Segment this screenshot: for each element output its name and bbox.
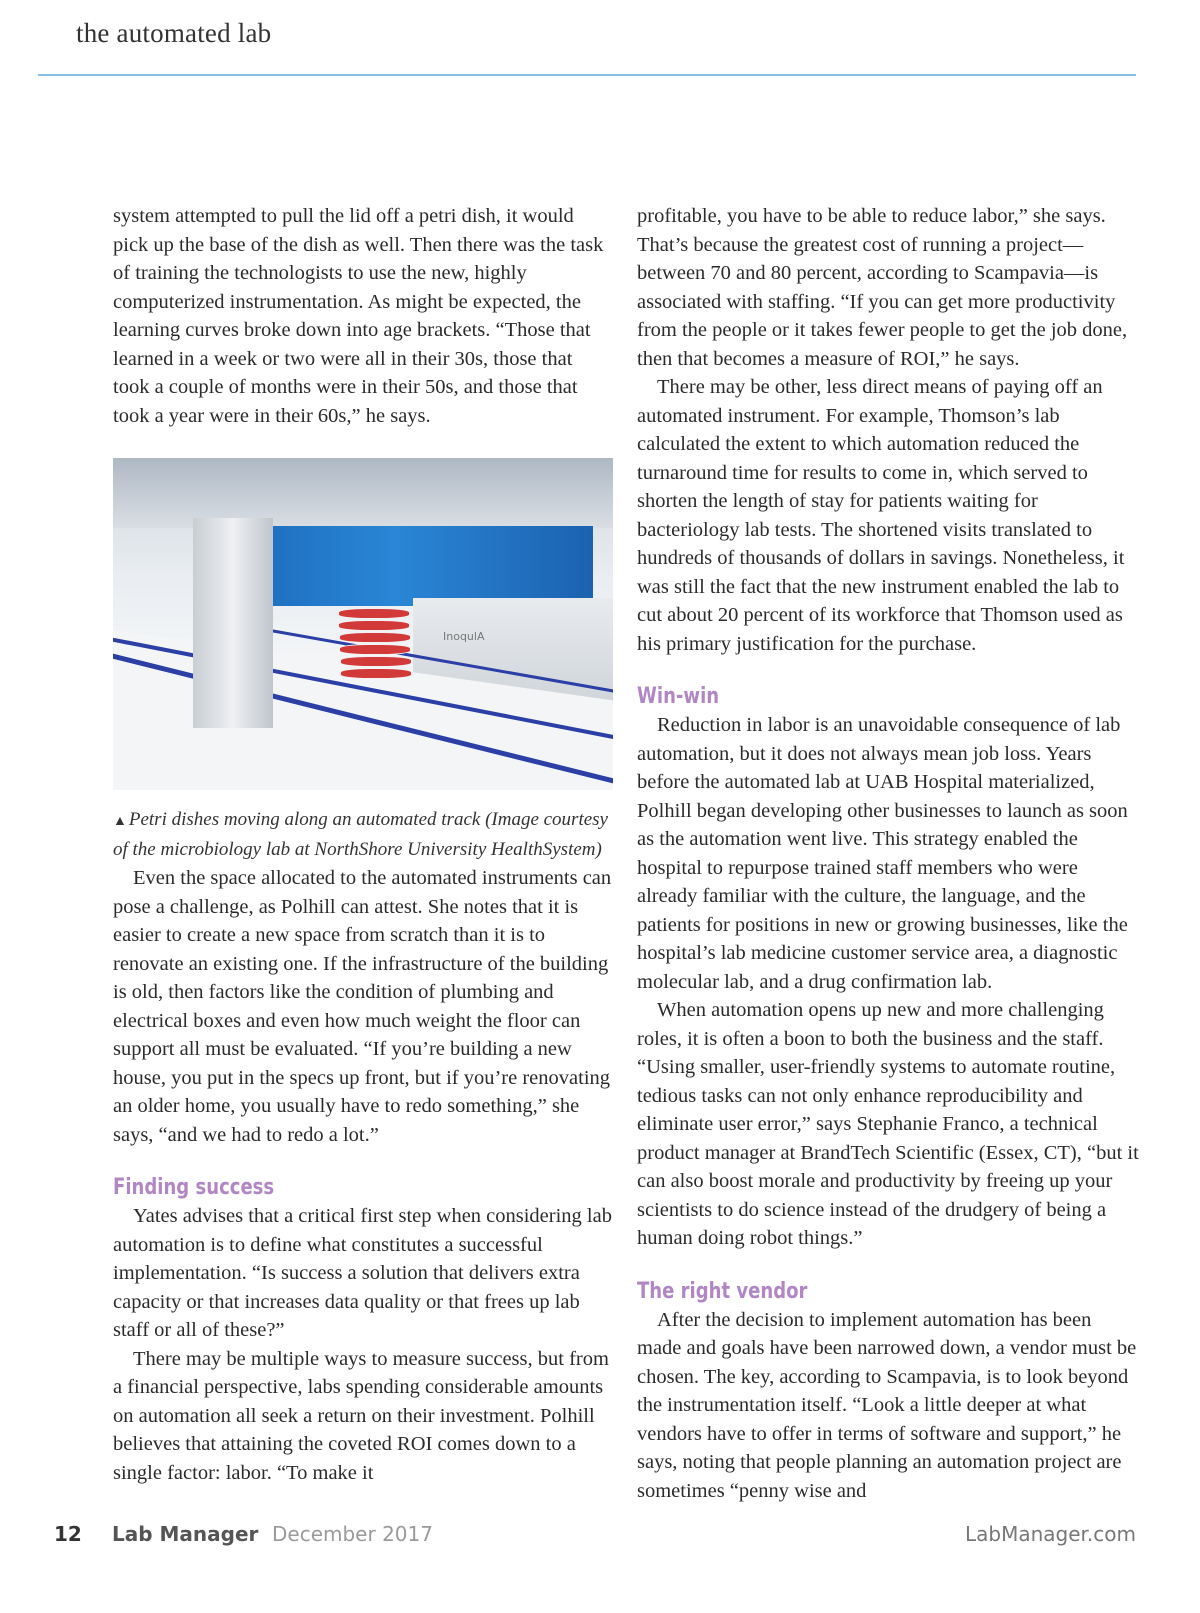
paragraph: There may be multiple ways to measure success, but from a financial perspective, labs spending considerable amounts on automation all seek a return on their investment. Polhill believes that attaining the coveted ROI comes down to a single factor: labor. “To make it: [113, 1347, 609, 1484]
paragraph: system attempted to pull the lid off a petri dish, it would pick up the base of the dish as well. Then there was the task of training the technologists to use the new, highly computerized instrumentation. As might be expected, the learning curves broke down into age brackets. “Those that learned in a week or two were all in their 30s, those that took a couple of months were in their 50s, and those that took a year were in their 60s,” he says.: [113, 205, 604, 427]
photo-ceiling: [113, 458, 613, 528]
subhead-finding-success: Finding success: [113, 1175, 275, 1200]
caption-arrow-icon: ▲: [113, 814, 127, 829]
paragraph: After the decision to implement automation has been made and goals have been narrowed down, a vendor must be chosen. The key, according to Scampavia, is to look beyond the instrumentation itself. “Look a little deeper at what vendors have to offer in terms of software and support,” he says, noting that people planning an automation project are sometimes “penny wise and: [637, 1308, 1137, 1502]
photo-pillar: [193, 518, 273, 728]
magazine-name: Lab Manager: [112, 1522, 259, 1546]
petri-dish: [340, 656, 412, 667]
paragraph: There may be other, less direct means of paying off an automated instrument. For example, Thomson’s lab calculated the extent to which automation reduced the turnaround time for results to come in, which served to shorten the length of stay for patients waiting for bacteriology lab tests. The shortened visits translated to hundreds of thousands of dollars in savings. Nonetheless, it was still the fact that the new instrument enabled the lab to cut about 20 percent of its workforce that Thomson used as his primary justification for the purchase.: [637, 376, 1125, 655]
section-title: the automated lab: [76, 18, 272, 48]
petri-dish: [338, 608, 410, 619]
paragraph: Reduction in labor is an unavoidable consequence of lab automation, but it does not always mean job loss. Years before the automated lab at UAB Hospital materialized, Polhill began developing other businesses to launch as soon as the automation went live. This strategy enabled the hospital to repurpose trained staff members who were already familiar with the culture, the language, and the patients for positions in new or growing businesses, like the hospital’s lab medicine customer service area, a diagnostic molecular lab, and a drug confirmation lab.: [637, 714, 1128, 993]
paragraph: profitable, you have to be able to reduce labor,” she says. That’s because the greatest cost of running a project—between 70 and 80 percent, according to Scampavia—is associated with staffing. “If you can get more productivity from the people or it takes fewer people to get the job done, then that becomes a measure of ROI,” he says.: [637, 205, 1128, 370]
subhead-right-vendor: The right vendor: [637, 1278, 808, 1304]
petri-dish: [339, 632, 411, 643]
page-footer: [0, 1518, 1200, 1558]
paragraph: When automation opens up new and more challenging roles, it is often a boon to both the business and the staff. “Using smaller, user-friendly systems to automate routine, tedious tasks can not only enhance reproducibility and eliminate user error,” says Stephanie Franco, a technical product manager at BrandTech Scientific (Essex, CT), “but it can also boost morale and productivity by freeing up your scientists to do science instead of the drudgery of being a human doing robot things.”: [637, 999, 1139, 1249]
photo-blue-cabinet: [263, 526, 593, 606]
left-column: [113, 202, 613, 1487]
paragraph: Even the space allocated to the automated instruments can pose a challenge, as Polhill can attest. She notes that it is easier to create a new space from scratch than it is to renovate an existing one. If the infrastructure of the building is old, then factors like the condition of plumbing and electrical boxes and even how much weight the floor can support all must be evaluated. “If you’re building a new house, you put in the specs up front, but if you’re renovating an older home, you usually have to redo something,” she says, “and we had to redo a lot.”: [113, 867, 612, 1146]
petri-dish: [339, 644, 411, 655]
subhead-win-win: Win-win: [637, 684, 720, 709]
photo-instrument-label: InoqulA: [443, 630, 485, 643]
issue-date: December 2017: [272, 1522, 433, 1546]
petri-dish-track-photo: [113, 458, 613, 790]
caption-text: Petri dishes moving along an automated track (Image courtesy of the microbiology lab at NorthShore University HealthSystem): [113, 809, 608, 860]
photo-caption: [113, 806, 613, 864]
petri-dish: [338, 620, 410, 631]
header-rule: [38, 74, 1136, 76]
page-number: 12: [54, 1522, 82, 1546]
petri-dish: [340, 668, 412, 679]
paragraph: Yates advises that a critical first step when considering lab automation is to define what constitutes a successful implementation. “Is success a solution that delivers extra capacity or that increases data quality or that frees up lab staff or all of these?”: [113, 1205, 612, 1341]
website-link[interactable]: LabManager.com: [965, 1522, 1136, 1546]
right-column: [637, 202, 1139, 1505]
